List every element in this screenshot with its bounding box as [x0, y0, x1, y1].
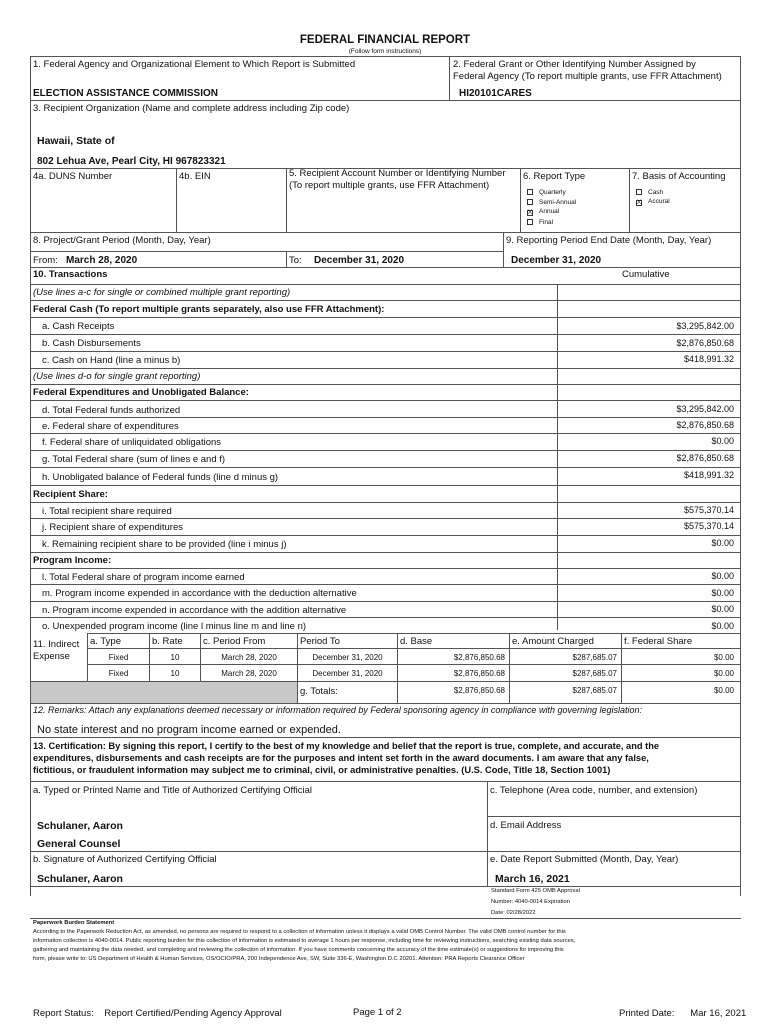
divider-8-9 [503, 232, 504, 267]
report-status-label: Report Status: [33, 1008, 94, 1019]
checkbox-quarterly[interactable] [527, 189, 533, 195]
certification-line3: fictitious, or fraudulent information may subject me to criminal, civil, or administrative penalties. (U.S. Code, Title 18, Section 1001) [33, 765, 611, 775]
divider-5-6 [520, 168, 521, 232]
row-line [30, 584, 741, 585]
indirect-row2-base: $2,876,850.68 [453, 669, 505, 678]
value-column-divider [557, 284, 558, 630]
row-e-value: $2,876,850.68 [676, 420, 734, 430]
report-status [33, 1008, 282, 1019]
row-i-label: i. Total recipient share required [42, 506, 172, 517]
col-fedshare-header: f. Federal Share [624, 636, 693, 647]
omb-line3: Date: 02/28/2022 [491, 910, 536, 916]
checkbox-cash[interactable] [636, 189, 642, 195]
recipient-share-header: Recipient Share: [33, 489, 108, 500]
totals-charged: $287,685.07 [572, 686, 617, 695]
burden-line3: gathering and maintaining the data needed, and completing and reviewing the collection of information. If you have comments concerning the accuracy of the time estimate(s) or suggestions for improving this [33, 947, 564, 953]
certification-line1: 13. Certification: By signing this report, I certify to the best of my knowledge and belief that the report is true, complete, and accurate, and the [33, 741, 660, 751]
indirect-row2-from: March 28, 2020 [221, 669, 277, 678]
row-m-label: m. Program income expended in accordance with the deduction alternative [42, 588, 357, 599]
form-subtitle: (Follow form instructions) [348, 48, 422, 55]
page-indicator: Page 1 of 2 [353, 1007, 402, 1018]
row-n-value: $0.00 [711, 604, 734, 614]
row-f-value: $0.00 [711, 436, 734, 446]
cumulative-label: Cumulative [622, 269, 670, 280]
box2-value: HI20101CARES [459, 88, 532, 99]
frame-right [740, 56, 741, 896]
recipient-name: Hawaii, State of [37, 135, 115, 147]
row-k-value: $0.00 [711, 538, 734, 548]
transactions-title: 10. Transactions [33, 269, 108, 280]
divider-from-to [286, 251, 287, 267]
box5-label-line1: 5. Recipient Account Number or Identifying Number [289, 168, 506, 179]
accural-label: Accural [648, 198, 670, 205]
federal-cash-header: Federal Cash (To report multiple grants separately, also use FFR Attachment): [33, 304, 385, 315]
email-label: d. Email Address [490, 820, 562, 831]
box5-label-line2: (To report multiple grants, use FFR Attachment) [289, 180, 490, 191]
report-type-quarterly[interactable] [527, 188, 566, 196]
box2-label-line1: 2. Federal Grant or Other Identifying Number Assigned by [453, 59, 696, 70]
omb-line1: Standard Form 425 OMB Approval [491, 888, 580, 894]
col-type-header: a. Type [90, 636, 121, 647]
burden-line2: information collection is 4040-0014. Public reporting burden for this collection of information is estimated to average 1 hours per response, including time for reviewing instructions, searching existing data sources, [33, 938, 576, 944]
row-line [30, 535, 741, 536]
row-line [30, 300, 741, 301]
period-to-value: December 31, 2020 [314, 255, 405, 266]
totals-label: g. Totals: [300, 686, 338, 697]
row-e-label: e. Federal share of expenditures [42, 421, 179, 432]
totals-base: $2,876,850.68 [453, 686, 505, 695]
report-status-value: Report Certified/Pending Agency Approval [104, 1008, 282, 1019]
indirect-label-line2: Expense [33, 651, 70, 662]
signature-value: Schulaner, Aaron [37, 873, 123, 885]
box6-label: 6. Report Type [523, 171, 586, 182]
omb-line2: Number: 4040-0014 Expiration [491, 899, 570, 905]
row-d-label: d. Total Federal funds authorized [42, 405, 181, 416]
period-from-value: March 28, 2020 [66, 255, 138, 266]
row-g-label: g. Total Federal share (sum of lines e and f) [42, 454, 226, 465]
col-to-header: Period To [300, 636, 340, 647]
row-line [30, 737, 741, 738]
indirect-row2-fedshare: $0.00 [713, 669, 734, 678]
row-line [30, 351, 741, 352]
divider-6-7 [629, 168, 630, 232]
totals-shaded-area [31, 682, 297, 703]
row-line [30, 568, 741, 569]
report-type-semiannual[interactable] [527, 198, 576, 206]
indirect-label-line1: 11. Indirect [33, 639, 80, 650]
row-line [30, 284, 741, 285]
signature-label: b. Signature of Authorized Certifying Official [33, 854, 217, 865]
row-line [30, 502, 741, 503]
cash-label: Cash [648, 189, 664, 196]
row-line [30, 417, 741, 418]
date-submitted-label: e. Date Report Submitted (Month, Day, Year) [490, 854, 679, 865]
row-line [30, 703, 741, 704]
row-m-value: $0.00 [711, 588, 734, 598]
box1-value: ELECTION ASSISTANCE COMMISSION [33, 88, 219, 99]
row-line [30, 317, 741, 318]
col-divider [297, 633, 298, 703]
final-label: Final [539, 219, 554, 226]
col-charged-header: e. Amount Charged [512, 636, 594, 647]
quarterly-label: Quarterly [539, 189, 566, 196]
burden-line4: form, please write to: US Department of Health & Human Services, OS/OCIO/PRA, 200 Independence Ave, SW, Suite 336-E, Washington D.C 20201. Attention: PRA Reports Clearance Officer [33, 956, 525, 962]
box4a-label: 4a. DUNS Number [33, 171, 113, 182]
indirect-row2-to: December 31, 2020 [312, 669, 383, 678]
row-line [30, 552, 741, 553]
checkbox-accural[interactable]: X [637, 200, 642, 206]
row-line [30, 400, 741, 401]
from-label: From: [33, 255, 58, 266]
divider-4b-5 [286, 168, 287, 232]
row-i-value: $575,370.14 [683, 505, 734, 515]
semiannual-label: Semi-Annual [539, 199, 577, 206]
row-line [30, 781, 741, 782]
indirect-row1-charged: $287,685.07 [572, 653, 617, 662]
line-box8-inner [30, 251, 503, 252]
certification-line2: expenditures, disbursements and cash receipts are for the purposes and intent set forth in the award documents. I am aware that any false, [33, 753, 649, 763]
col-from-header: c. Period From [203, 636, 266, 647]
row-line [30, 384, 741, 385]
indirect-row1-base: $2,876,850.68 [453, 653, 505, 662]
row-line [87, 664, 741, 665]
signer-name: Schulaner, Aaron [37, 820, 123, 832]
fed-exp-header: Federal Expenditures and Unobligated Balance: [33, 387, 249, 398]
indirect-row1-from: March 28, 2020 [221, 653, 277, 662]
burden-line1: According to the Paperwork Reduction Act, as amended, no persons are required to respond to a collection of information unless it displays a valid OMB Control Number. The valid OMB control number for this [33, 929, 566, 935]
report-type-final[interactable] [527, 218, 553, 226]
recipient-address: 802 Lehua Ave, Pearl City, HI 967823321 [37, 156, 226, 167]
row-n-label: n. Program income expended in accordance with the addition alternative [42, 605, 347, 616]
row-f-label: f. Federal share of unliquidated obligations [42, 437, 222, 448]
note-lines-ac: (Use lines a-c for single or combined multiple grant reporting) [33, 287, 291, 298]
indirect-row1-rate: 10 [170, 653, 180, 662]
row-k-label: k. Remaining recipient share to be provided (line i minus j) [42, 539, 287, 550]
box4b-label: 4b. EIN [179, 171, 211, 182]
to-label: To: [289, 255, 302, 266]
checkbox-final[interactable] [527, 219, 533, 225]
row-j-value: $575,370.14 [683, 521, 734, 531]
row-line [30, 851, 741, 852]
row-line [30, 601, 741, 602]
col-rate-header: b. Rate [152, 636, 183, 647]
row-c-label: c. Cash on Hand (line a minus b) [42, 355, 181, 366]
burden-title: Paperwork Burden Statement [33, 920, 115, 926]
row-h-label: h. Unobligated balance of Federal funds (line d minus g) [42, 472, 279, 483]
row-line [30, 433, 741, 434]
row-c-value: $418,991.32 [683, 354, 734, 364]
frame-left [30, 56, 31, 896]
divider-4a-4b [176, 168, 177, 232]
totals-fedshare: $0.00 [713, 686, 734, 695]
row-line [30, 334, 741, 335]
checkbox-semiannual[interactable] [527, 199, 533, 205]
row-line [30, 886, 741, 887]
box7-label: 7. Basis of Accounting [632, 171, 726, 182]
line-after-4 [30, 232, 741, 233]
report-type-annual[interactable] [527, 208, 559, 215]
typed-name-label: a. Typed or Printed Name and Title of Authorized Certifying Official [33, 785, 312, 796]
row-line [30, 918, 741, 919]
row-line [30, 368, 741, 369]
row-a-label: a. Cash Receipts [42, 321, 115, 332]
row-line [30, 617, 741, 618]
box9-label: 9. Reporting Period End Date (Month, Day, Year) [506, 235, 712, 246]
row-line [30, 518, 741, 519]
row-b-label: b. Cash Disbursements [42, 338, 141, 349]
line-after-1 [30, 100, 741, 101]
col-base-header: d. Base [400, 636, 433, 647]
indirect-row2-type: Fixed [108, 669, 129, 678]
box1-label: 1. Federal Agency and Organizational Element to Which Report is Submitted [33, 59, 356, 70]
period-end-value: December 31, 2020 [511, 255, 602, 266]
divider-1-2 [449, 56, 450, 101]
row-line [487, 816, 741, 817]
row-line [30, 467, 741, 468]
row-g-value: $2,876,850.68 [676, 453, 734, 463]
date-submitted-value: March 16, 2021 [495, 873, 570, 885]
indirect-row1-type: Fixed [108, 653, 129, 662]
printed-date-value: Mar 16, 2021 [690, 1008, 747, 1019]
indirect-row2-charged: $287,685.07 [572, 669, 617, 678]
checkbox-annual[interactable]: X [528, 210, 533, 216]
box2-label-line2: Federal Agency (To report multiple grants, use FFR Attachment) [453, 71, 722, 82]
form-title: FEDERAL FINANCIAL REPORT [299, 34, 471, 46]
row-o-value: $0.00 [711, 621, 734, 631]
note-lines-do: (Use lines d-o for single grant reporting) [33, 371, 201, 382]
remarks-value: No state interest and no program income earned or expended. [37, 724, 341, 736]
indirect-row2-rate: 10 [170, 669, 180, 678]
box8-label: 8. Project/Grant Period (Month, Day, Year) [33, 235, 211, 246]
telephone-label: c. Telephone (Area code, number, and extension) [490, 785, 698, 796]
row-j-label: j. Recipient share of expenditures [42, 522, 183, 533]
row-b-value: $2,876,850.68 [676, 338, 734, 348]
printed-date-label: Printed Date: [619, 1008, 675, 1019]
row-line [30, 450, 741, 451]
row-l-value: $0.00 [711, 571, 734, 581]
row-l-label: l. Total Federal share of program income earned [42, 572, 245, 583]
basis-cash[interactable] [636, 188, 663, 196]
basis-accural[interactable] [636, 198, 670, 205]
indirect-row1-fedshare: $0.00 [713, 653, 734, 662]
row-line [87, 648, 741, 649]
row-h-value: $418,991.32 [683, 470, 734, 480]
row-a-value: $3,295,842.00 [676, 321, 734, 331]
frame-top [30, 56, 741, 57]
annual-label: Annual [539, 208, 560, 215]
signer-title: General Counsel [37, 838, 121, 850]
row-line [30, 485, 741, 486]
box3-label: 3. Recipient Organization (Name and complete address including Zip code) [33, 103, 350, 114]
signer-divider [487, 781, 488, 886]
row-d-value: $3,295,842.00 [676, 404, 734, 414]
indirect-row1-to: December 31, 2020 [312, 653, 383, 662]
row-o-label: o. Unexpended program income (line l minus line m and line n) [42, 621, 307, 632]
printed-date [619, 1008, 746, 1019]
program-income-header: Program Income: [33, 555, 112, 566]
row-line [87, 633, 741, 634]
line-after-8 [30, 267, 741, 268]
remarks-label: 12. Remarks: Attach any explanations deemed necessary or information required by Federal sponsoring agency in compliance with governing legislation: [33, 705, 642, 715]
